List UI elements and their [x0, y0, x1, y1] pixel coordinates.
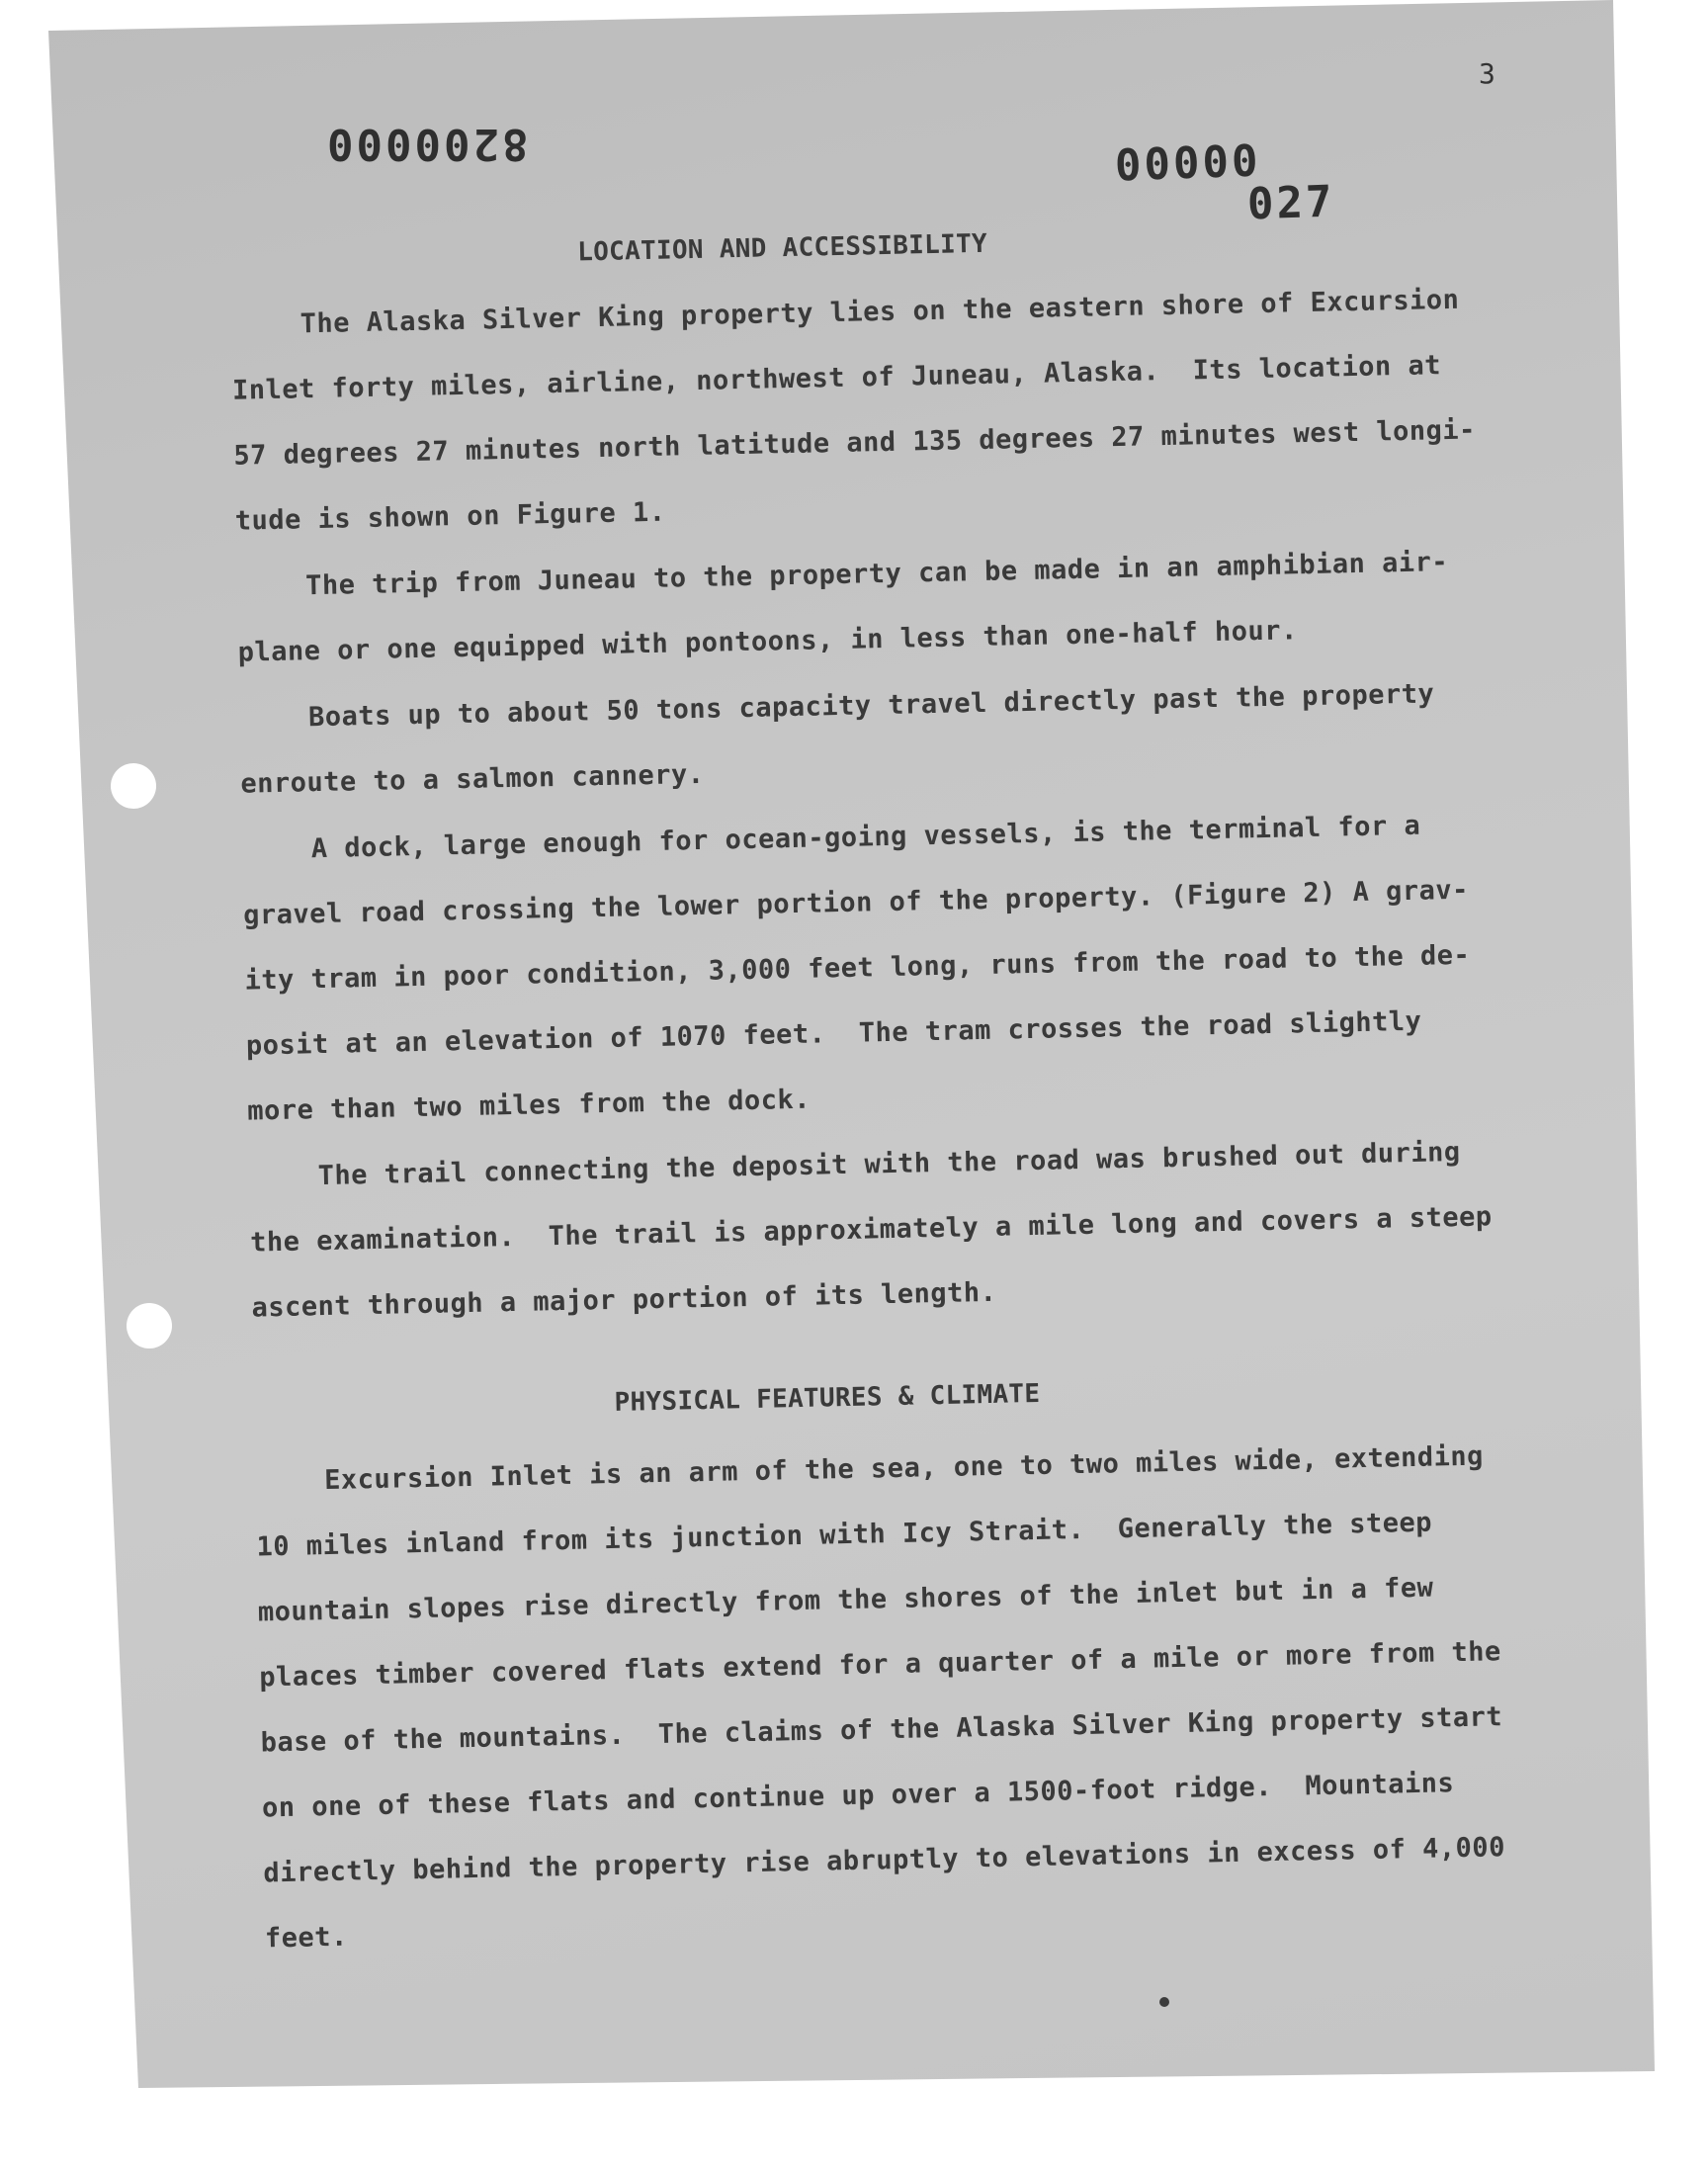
body-line: enroute to a salmon cannery. — [240, 758, 705, 800]
body-line: Boats up to about 50 tons capacity travel directly past the property — [307, 678, 1435, 734]
body-line: feet. — [264, 1921, 348, 1955]
body-line: on one of these flats and continue up over a 1500-foot ridge. Mountains — [261, 1768, 1455, 1824]
body-line: plane or one equipped with pontoons, in less than one-half hour. — [237, 615, 1299, 668]
body-line: ascent through a major portion of its length. — [251, 1276, 997, 1324]
body-line: A dock, large enough for ocean-going vessels, is the terminal for a — [310, 810, 1421, 865]
body-line: The trip from Juneau to the property can be made in an amphibian air- — [304, 547, 1449, 602]
body-line: directly behind the property rise abruptly to elevations in excess of 4,000 — [263, 1832, 1506, 1889]
body-line: places timber covered flats extend for a quarter of a mile or more from the — [259, 1636, 1502, 1694]
body-line: the examination. The trail is approximately a mile long and covers a steep — [249, 1201, 1493, 1259]
body-line: 10 miles inland from its junction with Icy Strait. Generally the steep — [256, 1507, 1433, 1563]
section-heading: PHYSICAL FEATURES & CLIMATE — [614, 1378, 1041, 1418]
body-line: The Alaska Silver King property lies on the eastern shore of Excursion — [299, 284, 1460, 340]
body-line: tude is shown on Figure 1. — [234, 496, 666, 537]
body-line: gravel road crossing the lower portion of the property. (Figure 2) A grav- — [242, 874, 1470, 931]
body-line: mountain slopes rise directly from the shores of the inlet but in a few — [257, 1572, 1434, 1628]
page-number: 3 — [1479, 57, 1495, 90]
body-line: posit at an elevation of 1070 feet. The tram crosses the road slightly — [245, 1005, 1422, 1062]
document-stamp-number: 8200000 — [324, 119, 529, 169]
section-heading: LOCATION AND ACCESSIBILITY — [576, 228, 988, 268]
body-line: Excursion Inlet is an arm of the sea, one to two miles wide, extending — [323, 1440, 1485, 1497]
body-line: Inlet forty miles, airline, northwest of Juneau, Alaska. Its location at — [231, 350, 1442, 406]
document-stamp-number: 00000 — [1114, 135, 1262, 192]
body-line: 57 degrees 27 minutes north latitude and 135 degrees 27 minutes west longi- — [233, 414, 1477, 472]
body-line: more than two miles from the dock. — [247, 1084, 811, 1127]
body-line: The trail connecting the deposit with the road was brushed out during — [317, 1136, 1461, 1192]
body-line: ity tram in poor condition, 3,000 feet long, runs from the road to the de- — [244, 939, 1471, 997]
body-line: base of the mountains. The claims of the Alaska Silver King property start — [260, 1701, 1503, 1759]
document-stamp-number: 027 — [1246, 176, 1336, 230]
